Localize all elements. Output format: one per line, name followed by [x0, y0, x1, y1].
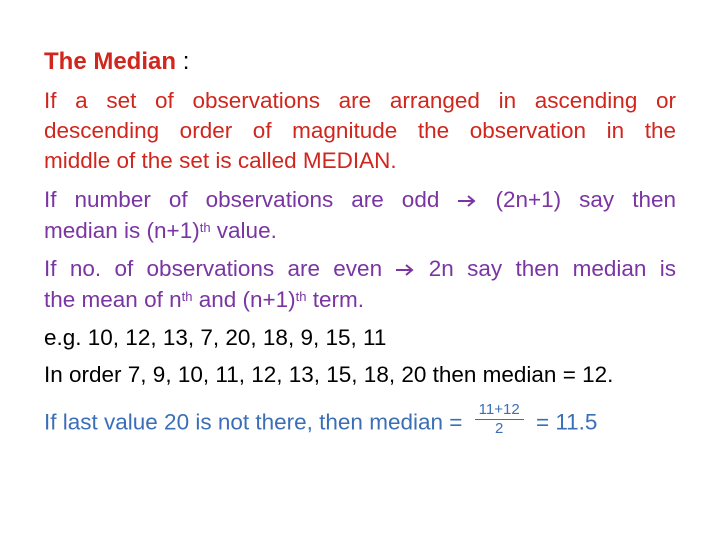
para2-line2-a: median is (n+1) — [44, 218, 200, 243]
para2-line2-b: value. — [210, 218, 277, 243]
para1-line-1: If a set of observations are arranged in ascending or — [44, 88, 676, 113]
superscript-th: th — [295, 289, 307, 304]
para3-line2-b: and (n+1) — [192, 287, 296, 312]
last-result: = 11.5 — [535, 409, 598, 435]
para3-line2-c: term. — [306, 287, 364, 312]
arrow-right-icon — [457, 194, 477, 208]
example-line-1: e.g. 10, 12, 13, 7, 20, 18, 9, 15, 11 — [44, 325, 387, 350]
para3-line-1 — [44, 254, 676, 284]
para2-line-1 — [44, 185, 676, 215]
para3-text-a: If no. of observations are even — [44, 256, 383, 281]
para2-text-a: If number of observations are odd — [44, 187, 440, 212]
para3-text-b: 2n say then median is — [428, 256, 676, 281]
title-colon: : — [182, 48, 190, 75]
arrow-right-icon — [395, 263, 415, 277]
last-text: If last value 20 is not there, then median = — [44, 409, 463, 435]
page-title: The Median — [44, 48, 177, 75]
fraction — [475, 401, 524, 438]
example-line-2: In order 7, 9, 10, 11, 12, 13, 15, 18, 20 then median = 12. — [44, 362, 614, 387]
fraction-numerator: 11+12 — [475, 401, 524, 420]
para2-line-2 — [44, 216, 676, 246]
para1-line-3: middle of the set is called MEDIAN. — [44, 148, 397, 173]
last-line — [44, 401, 676, 442]
superscript-th: th — [181, 289, 193, 304]
superscript-th: th — [199, 220, 211, 235]
para3-line2-a: the mean of n — [44, 287, 182, 312]
title-line — [44, 46, 189, 78]
para3-line-2 — [44, 285, 676, 315]
para1-line-2: descending order of magnitude the observation in the — [44, 118, 676, 143]
fraction-denominator: 2 — [494, 420, 504, 437]
para2-text-b: (2n+1) say then — [495, 187, 676, 212]
